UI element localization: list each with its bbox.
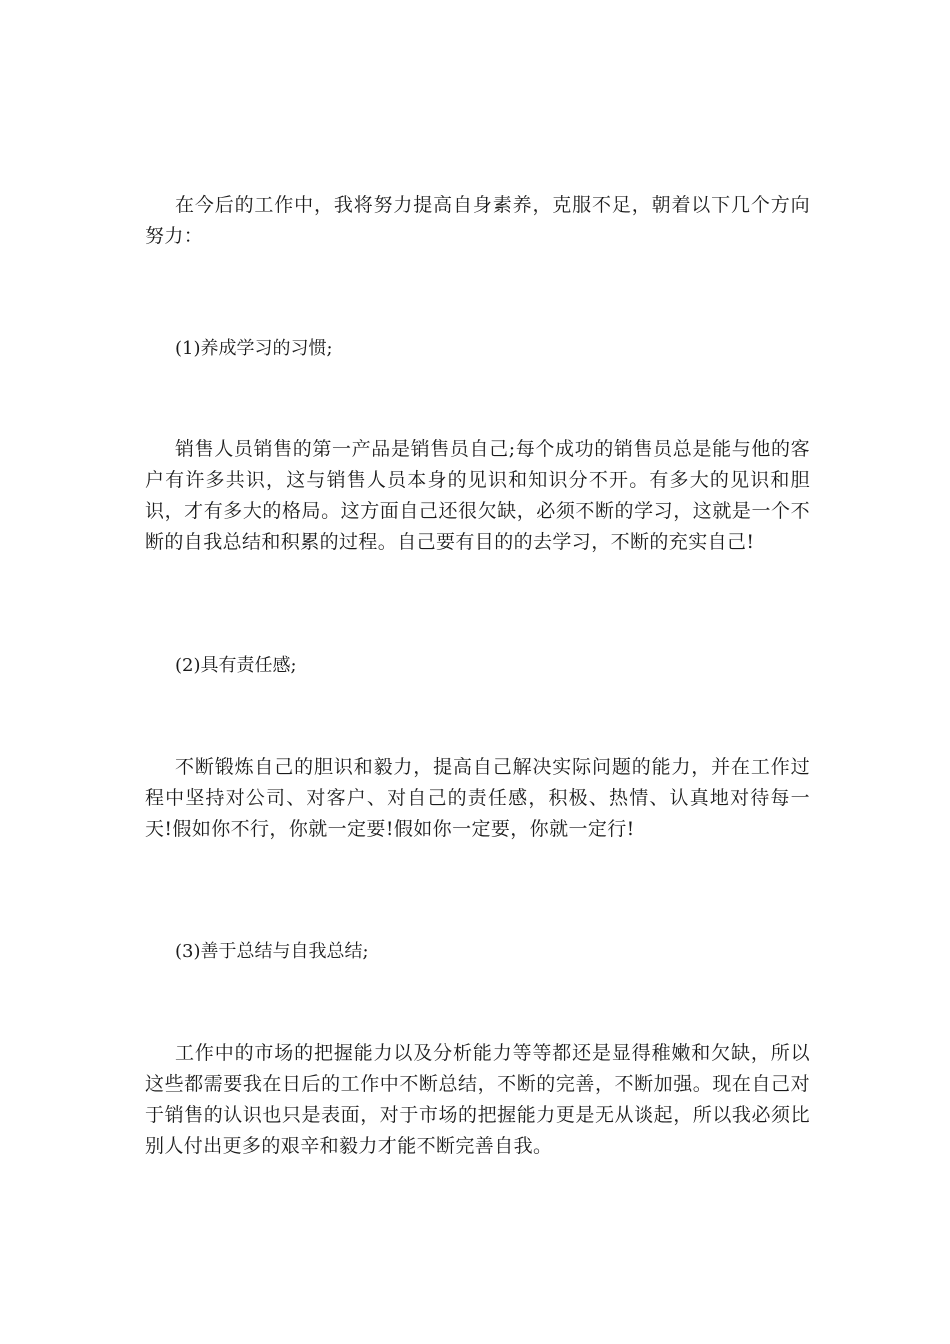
section-1-heading: (1)养成学习的习惯; (175, 338, 333, 359)
section-1-body: 销售人员销售的第一产品是销售员自己;每个成功的销售员总是能与他的客户有许多共识，这与销售人员本身的见识和知识分不开。有多大的见识和胆识，才有多大的格局。这方面自己还很欠缺，必须不断的学习，这就是一个不断的自我总结和积累的过程。自己要有目的的去学习，不断的充实自己! (145, 438, 810, 553)
section-3-body: 工作中的市场的把握能力以及分析能力等等都还是显得稚嫩和欠缺，所以这些都需要我在日后的工作中不断总结，不断的完善，不断加强。现在自己对于销售的认识也只是表面，对于市场的把握能力更是无从谈起，所以我必须比别人付出更多的艰辛和毅力才能不断完善自我。 (145, 1042, 810, 1157)
intro-paragraph: 在今后的工作中，我将努力提高自身素养，克服不足，朝着以下几个方向努力： (145, 194, 810, 247)
section-3-heading: (3)善于总结与自我总结; (175, 941, 369, 962)
section-2-heading: (2)具有责任感; (175, 655, 297, 676)
section-2-body: 不断锻炼自己的胆识和毅力，提高自己解决实际问题的能力，并在工作过程中坚持对公司、对客户、对自己的责任感，积极、热情、认真地对待每一天!假如你不行，你就一定要!假如你一定要，你就一定行! (145, 756, 810, 840)
